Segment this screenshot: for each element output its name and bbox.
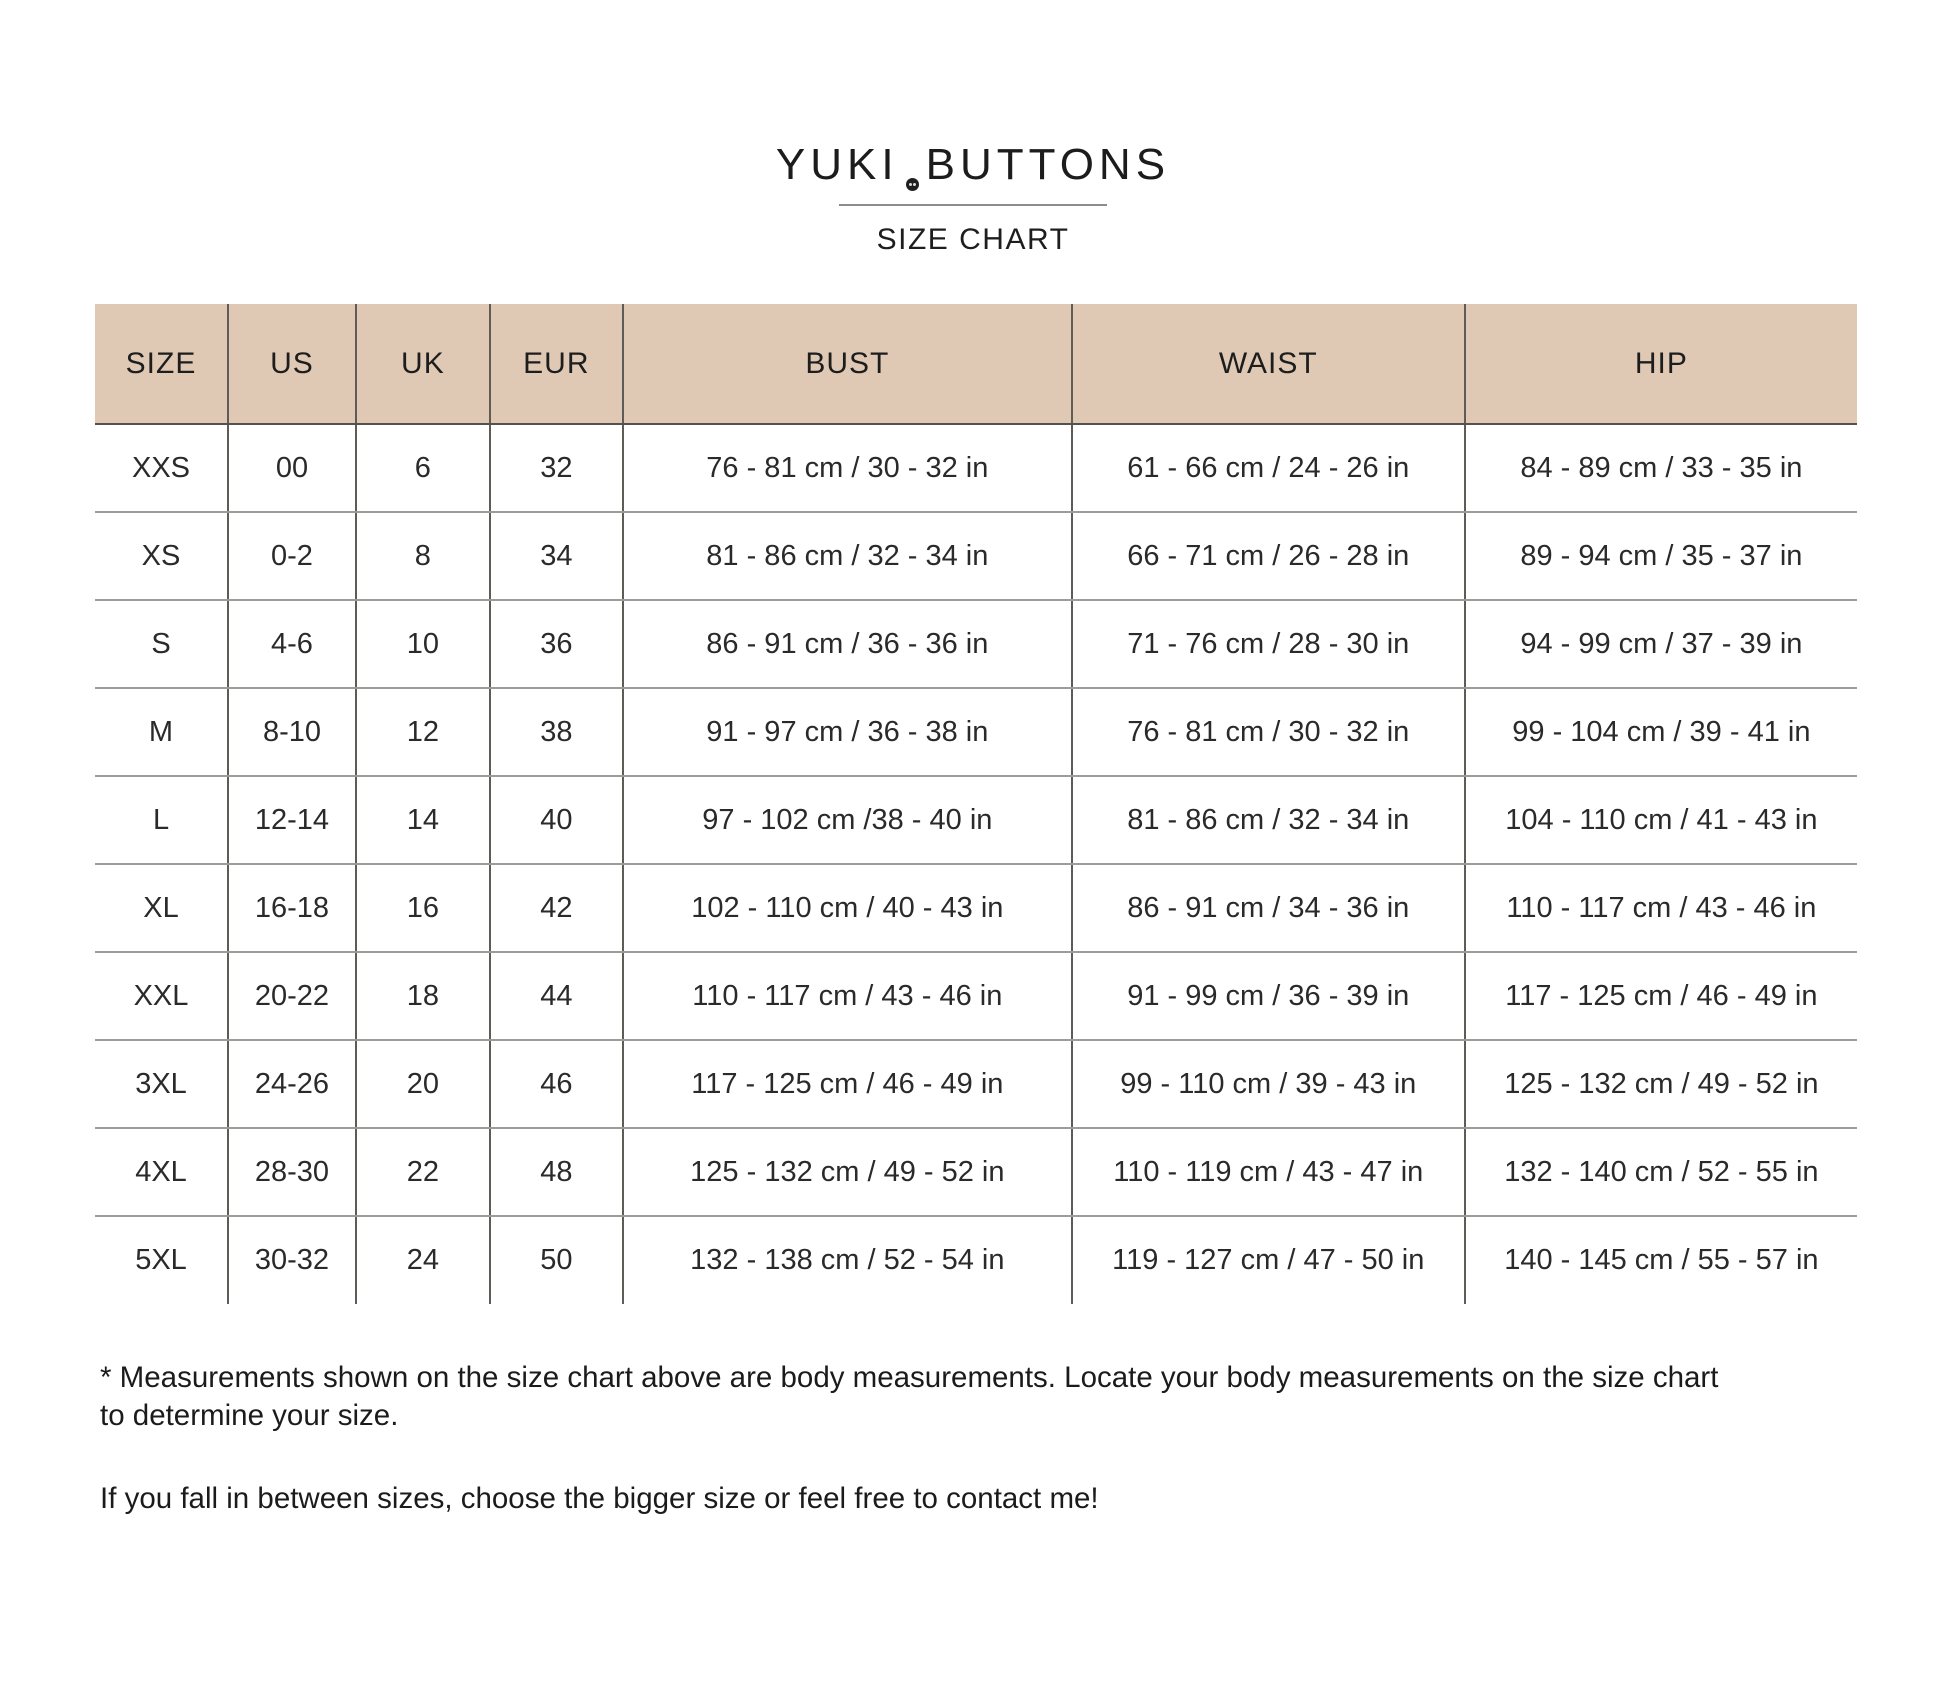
table-cell: 10 — [356, 600, 490, 688]
table-cell: 36 — [490, 600, 623, 688]
table-cell: 99 - 110 cm / 39 - 43 in — [1072, 1040, 1465, 1128]
table-cell: 110 - 119 cm / 43 - 47 in — [1072, 1128, 1465, 1216]
table-cell: 71 - 76 cm / 28 - 30 in — [1072, 600, 1465, 688]
table-cell: 8 — [356, 512, 490, 600]
table-cell: 16-18 — [228, 864, 356, 952]
table-cell: 48 — [490, 1128, 623, 1216]
table-cell: 94 - 99 cm / 37 - 39 in — [1465, 600, 1857, 688]
table-cell: 50 — [490, 1216, 623, 1304]
table-cell: 22 — [356, 1128, 490, 1216]
table-cell: 12-14 — [228, 776, 356, 864]
table-cell: 119 - 127 cm / 47 - 50 in — [1072, 1216, 1465, 1304]
table-cell: 12 — [356, 688, 490, 776]
column-header-uk: UK — [356, 304, 490, 424]
column-header-eur: EUR — [490, 304, 623, 424]
table-cell: M — [95, 688, 228, 776]
header-row — [95, 304, 1857, 424]
table-cell: 66 - 71 cm / 26 - 28 in — [1072, 512, 1465, 600]
table-row-m — [95, 688, 1857, 776]
table-cell: 32 — [490, 424, 623, 512]
column-header-size: SIZE — [95, 304, 228, 424]
table-cell: XXS — [95, 424, 228, 512]
table-cell: 5XL — [95, 1216, 228, 1304]
column-header-us: US — [228, 304, 356, 424]
table-cell: 104 - 110 cm / 41 - 43 in — [1465, 776, 1857, 864]
table-cell: XXL — [95, 952, 228, 1040]
table-cell: 125 - 132 cm / 49 - 52 in — [623, 1128, 1072, 1216]
table-cell: 4XL — [95, 1128, 228, 1216]
table-cell: 91 - 97 cm / 36 - 38 in — [623, 688, 1072, 776]
table-cell: XS — [95, 512, 228, 600]
table-cell: 84 - 89 cm / 33 - 35 in — [1465, 424, 1857, 512]
table-cell: 110 - 117 cm / 43 - 46 in — [623, 952, 1072, 1040]
table-cell: 6 — [356, 424, 490, 512]
brand-name-right: BUTTONS — [925, 140, 1171, 189]
table-cell: 132 - 138 cm / 52 - 54 in — [623, 1216, 1072, 1304]
table-cell: 16 — [356, 864, 490, 952]
page-title: SIZE CHART — [876, 223, 1070, 256]
table-cell: 76 - 81 cm / 30 - 32 in — [623, 424, 1072, 512]
table-cell: 110 - 117 cm / 43 - 46 in — [1465, 864, 1857, 952]
table-cell: 3XL — [95, 1040, 228, 1128]
table-cell: 117 - 125 cm / 46 - 49 in — [1465, 952, 1857, 1040]
brand-name — [776, 140, 1170, 190]
table-row-xl — [95, 864, 1857, 952]
table-cell: 44 — [490, 952, 623, 1040]
table-row-xxl — [95, 952, 1857, 1040]
brand-name-left: YUKI — [775, 140, 899, 189]
brand-header — [0, 140, 1946, 257]
table-cell: 99 - 104 cm / 39 - 41 in — [1465, 688, 1857, 776]
column-header-hip: HIP — [1465, 304, 1857, 424]
table-cell: 24 — [356, 1216, 490, 1304]
table-cell: 14 — [356, 776, 490, 864]
table-cell: 91 - 99 cm / 36 - 39 in — [1072, 952, 1465, 1040]
table-cell: 81 - 86 cm / 32 - 34 in — [623, 512, 1072, 600]
table-cell: 61 - 66 cm / 24 - 26 in — [1072, 424, 1465, 512]
table-cell: 28-30 — [228, 1128, 356, 1216]
table-cell: S — [95, 600, 228, 688]
table-cell: 4-6 — [228, 600, 356, 688]
table-cell: 86 - 91 cm / 36 - 36 in — [623, 600, 1072, 688]
table-cell: 125 - 132 cm / 49 - 52 in — [1465, 1040, 1857, 1128]
table-cell: 34 — [490, 512, 623, 600]
footnotes — [100, 1359, 1740, 1518]
column-header-bust: BUST — [623, 304, 1072, 424]
table-cell: L — [95, 776, 228, 864]
table-cell: 97 - 102 cm /38 - 40 in — [623, 776, 1072, 864]
table-cell: 00 — [228, 424, 356, 512]
table-row-5xl — [95, 1216, 1857, 1304]
table-cell: 8-10 — [228, 688, 356, 776]
table-cell: 20-22 — [228, 952, 356, 1040]
table-cell: 86 - 91 cm / 34 - 36 in — [1072, 864, 1465, 952]
table-cell: 30-32 — [228, 1216, 356, 1304]
table-row-3xl — [95, 1040, 1857, 1128]
measurement-note: * Measurements shown on the size chart above are body measurements. Locate your body measurements on the size chart to determine your size. — [100, 1361, 1719, 1432]
table-cell: 102 - 110 cm / 40 - 43 in — [623, 864, 1072, 952]
table-cell: 24-26 — [228, 1040, 356, 1128]
table-cell: 81 - 86 cm / 32 - 34 in — [1072, 776, 1465, 864]
table-body — [95, 424, 1857, 1304]
table-cell: 46 — [490, 1040, 623, 1128]
table-cell: 38 — [490, 688, 623, 776]
table-row-s — [95, 600, 1857, 688]
table-cell: 20 — [356, 1040, 490, 1128]
table-cell: 18 — [356, 952, 490, 1040]
table-cell: 76 - 81 cm / 30 - 32 in — [1072, 688, 1465, 776]
button-icon — [906, 178, 919, 191]
table-cell: 42 — [490, 864, 623, 952]
column-header-waist: WAIST — [1072, 304, 1465, 424]
table-row-xs — [95, 512, 1857, 600]
table-cell: 117 - 125 cm / 46 - 49 in — [623, 1040, 1072, 1128]
table-cell: 140 - 145 cm / 55 - 57 in — [1504, 1244, 1819, 1276]
table-cell: XL — [95, 864, 228, 952]
table-row-4xl — [95, 1128, 1857, 1216]
title-divider — [839, 204, 1107, 206]
table-cell: 89 - 94 cm / 35 - 37 in — [1465, 512, 1857, 600]
table-row-l — [95, 776, 1857, 864]
table-cell: 0-2 — [228, 512, 356, 600]
table-cell: 40 — [490, 776, 623, 864]
table-row-xxs — [95, 424, 1857, 512]
between-sizes-note: If you fall in between sizes, choose the bigger size or feel free to contact me! — [100, 1482, 1099, 1515]
table-cell: 132 - 140 cm / 52 - 55 in — [1465, 1128, 1857, 1216]
size-chart-table — [95, 304, 1857, 1304]
